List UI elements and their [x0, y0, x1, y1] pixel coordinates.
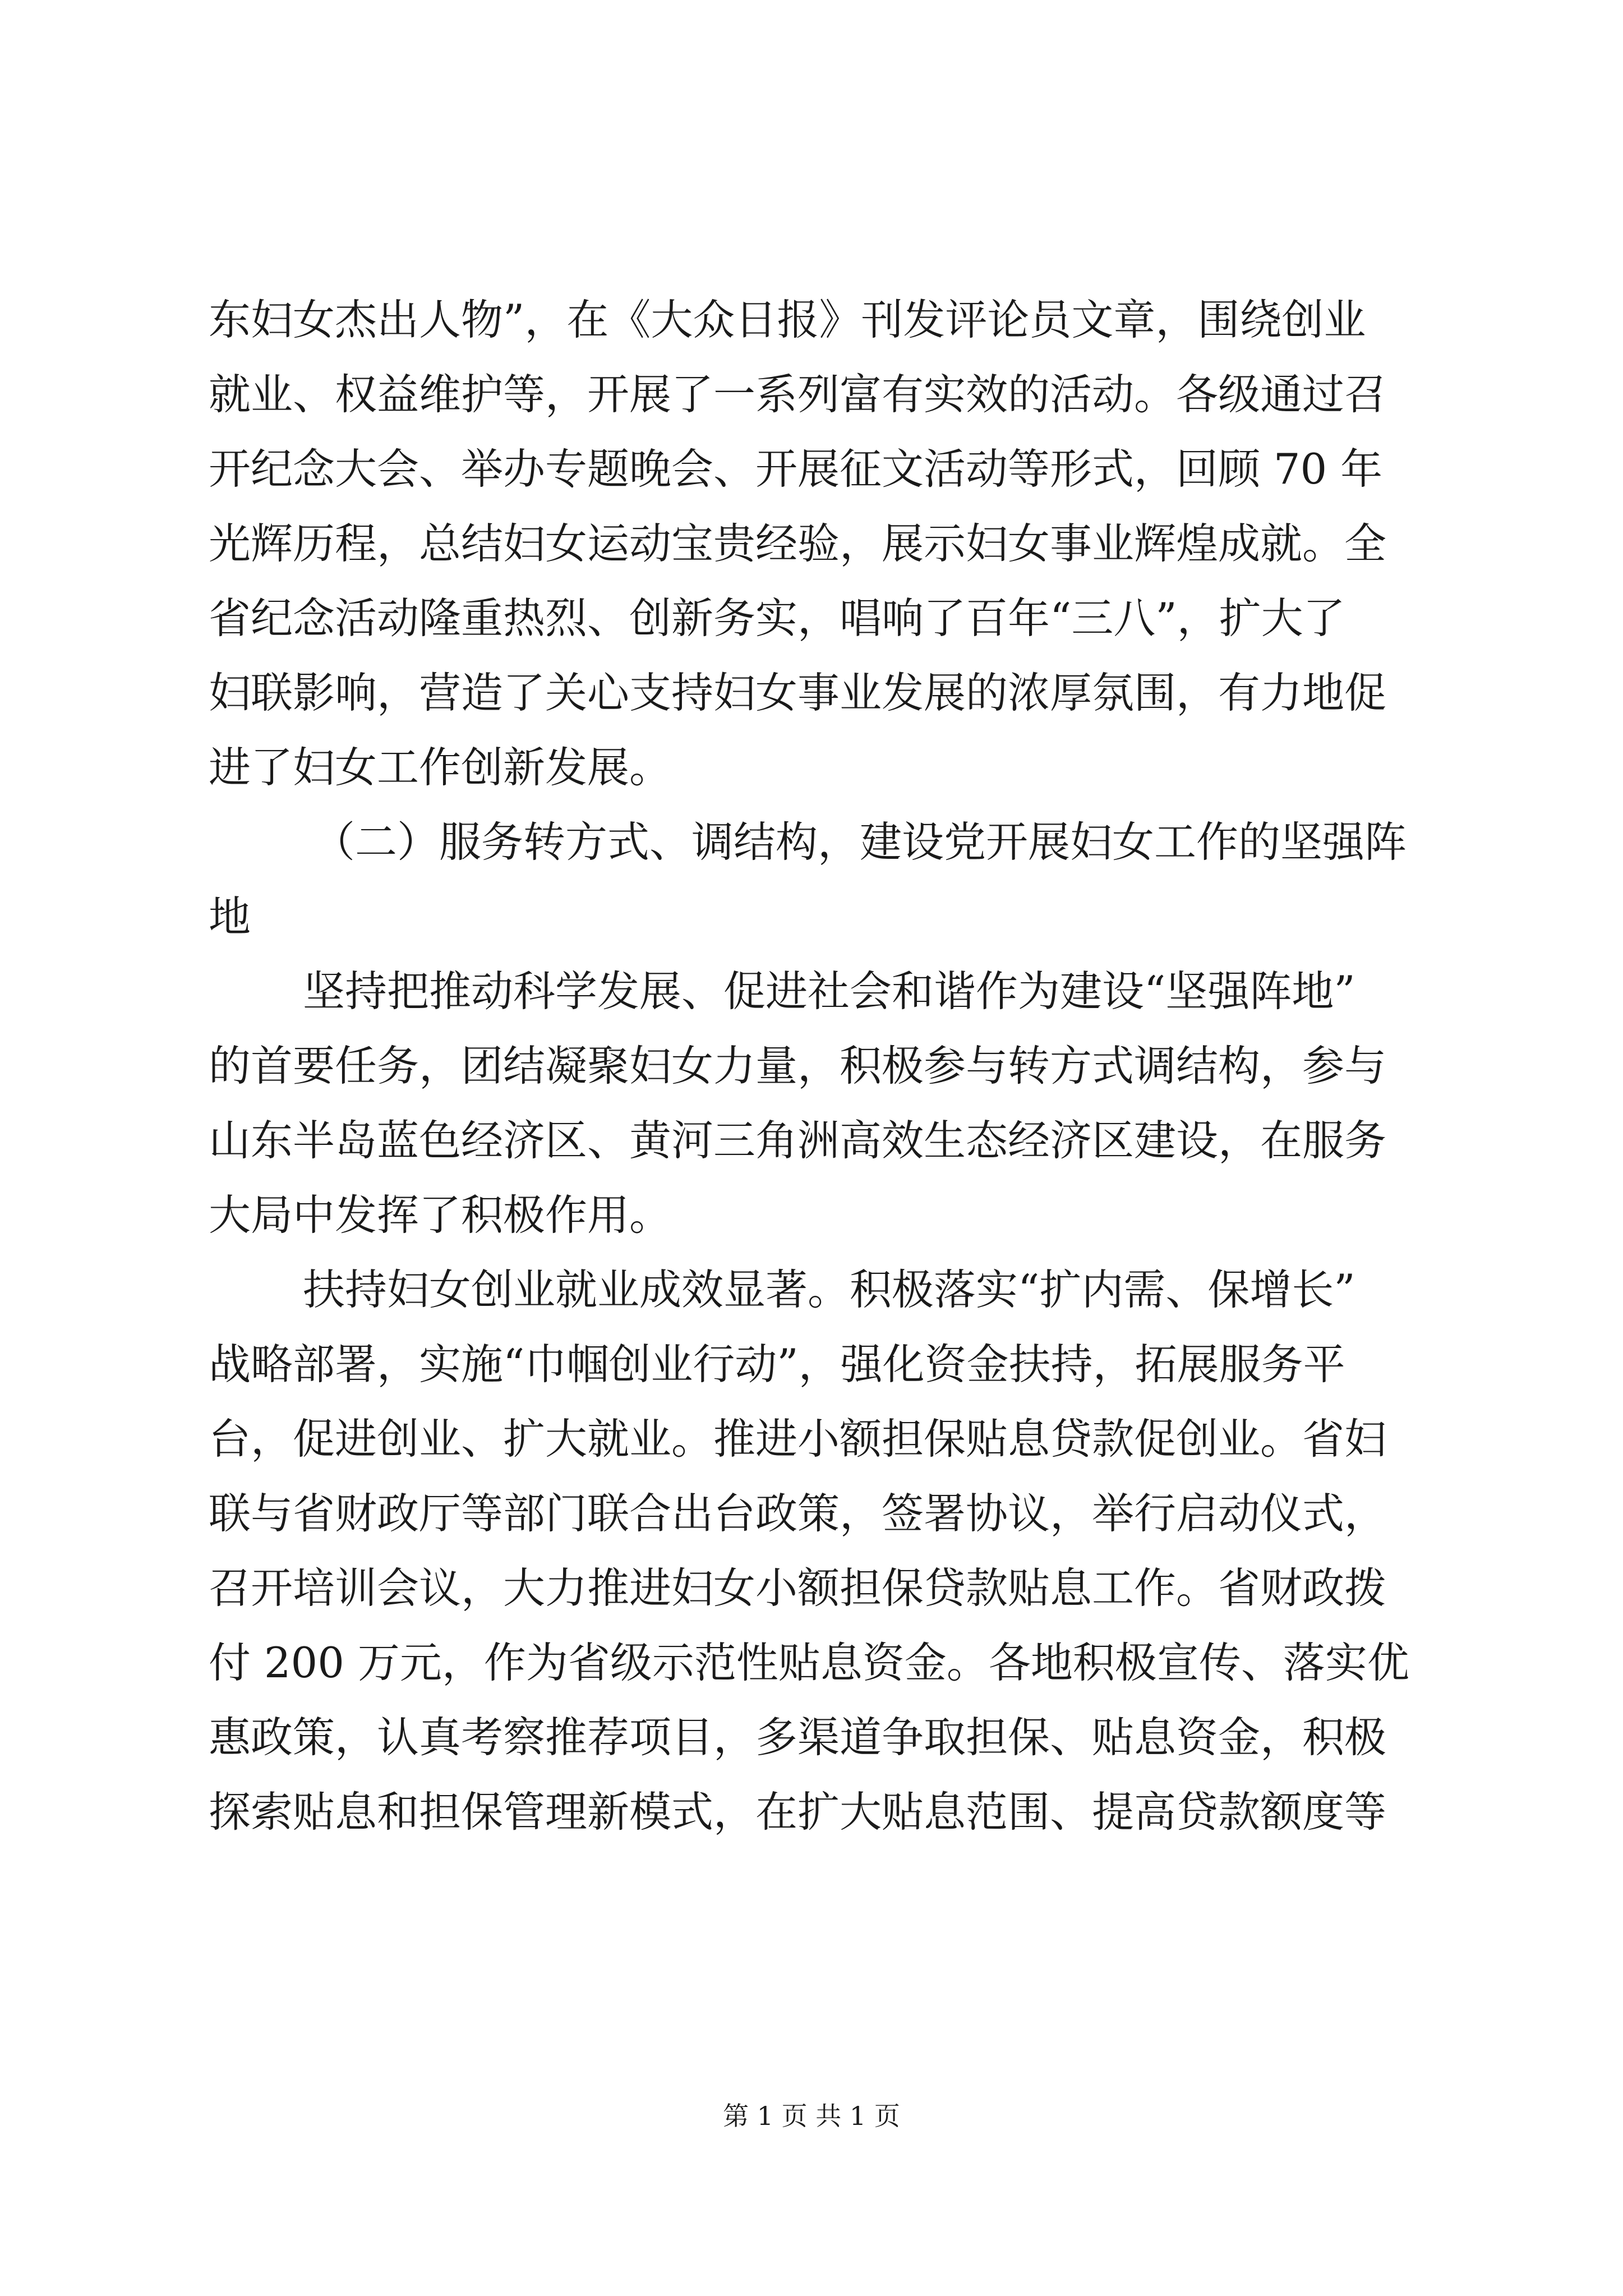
body-line-3: 开纪念大会、举办专题晚会、开展征文活动等形式，回顾 70 年: [209, 444, 1383, 494]
body-line-7: 进了妇女工作创新发展。: [209, 743, 672, 792]
body-line-20: 惠政策，认真考察推荐项目，多渠道争取担保、贴息资金，积极: [209, 1713, 1387, 1762]
body-line-5: 省纪念活动隆重热烈、创新务实，唱响了百年“三八”，扩大了: [209, 593, 1345, 643]
body-line-15: 战略部署，实施“巾帼创业行动”，强化资金扶持，拓展服务平: [209, 1340, 1345, 1389]
body-line-1: 东妇女杰出人物”，在《大众日报》刊发评论员文章，围绕创业: [209, 295, 1366, 344]
body-line-16: 台，促进创业、扩大就业。推进小额担保贴息贷款促创业。省妇: [209, 1414, 1387, 1464]
body-line-11: 的首要任务，团结凝聚妇女力量，积极参与转方式调结构，参与: [209, 1041, 1387, 1091]
page-number-footer: 第 1 页 共 1 页: [723, 2101, 900, 2131]
body-line-2: 就业、权益维护等，开展了一系列富有实效的活动。各级通过召: [209, 370, 1387, 419]
body-line-17: 联与省财政厅等部门联合出台政策，签署协议，举行启动仪式，: [209, 1489, 1387, 1538]
body-line-10: 坚持把推动科学发展、促进社会和谐作为建设“坚强阵地”: [303, 967, 1355, 1016]
body-line-14: 扶持妇女创业就业成效显著。积极落实“扩内需、保增长”: [303, 1265, 1355, 1314]
body-line-12: 山东半岛蓝色经济区、黄河三角洲高效生态经济区建设，在服务: [209, 1116, 1387, 1165]
body-line-4: 光辉历程，总结妇女运动宝贵经验，展示妇女事业辉煌成就。全: [209, 519, 1387, 568]
body-line-18: 召开培训会议，大力推进妇女小额担保贷款贴息工作。省财政拨: [209, 1563, 1387, 1613]
section-heading-line-1: （二）服务转方式、调结构，建设党开展妇女工作的坚强阵: [313, 817, 1407, 867]
body-line-13: 大局中发挥了积极作用。: [209, 1190, 672, 1240]
body-line-21: 探索贴息和担保管理新模式，在扩大贴息范围、提高贷款额度等: [209, 1787, 1387, 1837]
section-heading-line-2: 地: [209, 892, 251, 941]
body-line-6: 妇联影响，营造了关心支持妇女事业发展的浓厚氛围，有力地促: [209, 668, 1387, 717]
body-line-19: 付 200 万元，作为省级示范性贴息资金。各地积极宣传、落实优: [209, 1638, 1409, 1687]
